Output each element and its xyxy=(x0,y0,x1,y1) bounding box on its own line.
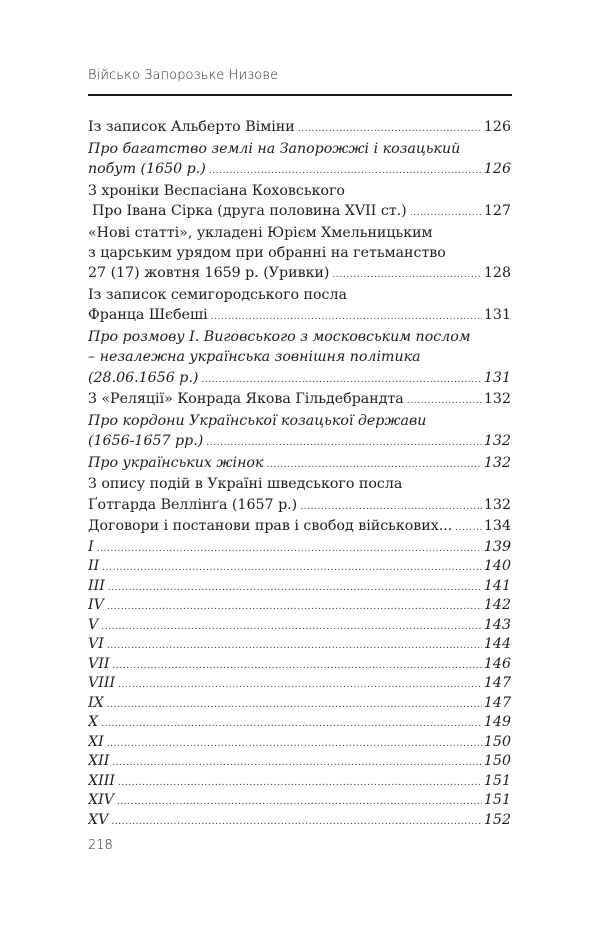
dot-leader xyxy=(101,618,482,636)
dot-leader xyxy=(300,497,482,515)
dot-leader xyxy=(118,774,482,792)
toc-entry[interactable] xyxy=(88,389,511,409)
toc-entry[interactable] xyxy=(88,616,511,636)
toc-entry[interactable] xyxy=(88,577,511,597)
toc-entry-title: Про українських жінок xyxy=(88,454,264,471)
toc-entry-title: «Нові статті», укладені Юрієм Хмельницьким xyxy=(88,224,433,241)
toc-entry-line xyxy=(88,389,511,409)
toc-entry-title: VI xyxy=(88,636,104,653)
toc-page-number: 141 xyxy=(483,577,511,594)
table-of-contents xyxy=(88,117,511,830)
toc-entry-title: Ґотгарда Веллінґа (1657 р.) xyxy=(88,496,298,513)
dot-leader xyxy=(209,161,482,179)
dot-leader xyxy=(211,307,482,325)
toc-page-number: 131 xyxy=(483,369,511,386)
toc-entry-title: З «Реляції» Конрада Якова Гільдебрандта xyxy=(88,391,404,408)
toc-entry[interactable] xyxy=(88,117,511,137)
toc-page-number: 150 xyxy=(483,733,511,750)
toc-entry[interactable] xyxy=(88,635,511,655)
toc-entry-line xyxy=(88,474,511,494)
toc-entry-title: Про багатство землі на Запорожжі і козацький xyxy=(88,140,461,157)
toc-page-number: 151 xyxy=(483,772,511,789)
toc-entry-title: 27 (17) жовтня 1659 р. (Уривки) xyxy=(88,265,330,282)
toc-entry-line xyxy=(88,516,511,536)
toc-entry[interactable] xyxy=(88,694,511,714)
toc-entry[interactable] xyxy=(88,674,511,694)
toc-page-number: 146 xyxy=(483,655,511,672)
dot-leader xyxy=(112,754,482,772)
dot-leader xyxy=(118,676,482,694)
toc-entry-title: II xyxy=(88,558,100,575)
toc-entry-title: X xyxy=(88,714,99,731)
toc-entry-line xyxy=(88,791,511,811)
toc-entry-line xyxy=(88,694,511,714)
toc-entry-title: XI xyxy=(88,733,104,750)
toc-page-number: 139 xyxy=(483,538,511,555)
dot-leader xyxy=(112,657,481,675)
toc-entry[interactable] xyxy=(88,139,511,180)
toc-entry-line xyxy=(88,495,511,515)
toc-page-number: 147 xyxy=(483,675,511,692)
toc-page-number: 132 xyxy=(483,433,511,450)
toc-page-number: 140 xyxy=(483,558,511,575)
toc-entry-line xyxy=(88,557,511,577)
toc-page-number: 132 xyxy=(483,391,511,408)
toc-entry[interactable] xyxy=(88,538,511,558)
toc-entry-title: з царським урядом при обранні на гетьманство xyxy=(88,244,446,261)
toc-entry-title: IV xyxy=(88,597,104,614)
toc-entry-title: Про кордони Української козацької держави xyxy=(88,412,427,429)
dot-leader xyxy=(206,433,482,451)
dot-leader xyxy=(108,579,482,597)
toc-entry[interactable] xyxy=(88,752,511,772)
toc-page-number: 126 xyxy=(483,119,511,135)
dot-leader xyxy=(332,265,481,283)
toc-entry-line xyxy=(88,243,511,263)
toc-page-number: 142 xyxy=(483,597,511,614)
toc-entry-title: Франца Шєбеші xyxy=(88,307,208,324)
toc-entry-title: VII xyxy=(88,655,110,672)
toc-entry-line xyxy=(88,117,511,137)
toc-page-number: 149 xyxy=(483,714,511,731)
toc-entry-line xyxy=(88,811,511,831)
dot-leader xyxy=(107,735,482,753)
toc-entry-title: Договори і постанови прав і свобод військових... xyxy=(88,518,453,535)
toc-entry-title: XV xyxy=(88,811,109,828)
header-rule xyxy=(88,94,512,96)
toc-page-number: 132 xyxy=(483,496,511,513)
toc-entry[interactable] xyxy=(88,772,511,792)
toc-entry[interactable] xyxy=(88,411,511,452)
toc-page-number: 147 xyxy=(483,694,511,711)
toc-entry-line xyxy=(88,772,511,792)
toc-entry-line xyxy=(88,139,511,159)
toc-entry-line xyxy=(88,752,511,772)
toc-entry[interactable] xyxy=(88,474,511,515)
toc-entry-line xyxy=(88,655,511,675)
toc-page-number: 152 xyxy=(483,811,511,828)
toc-entry-line xyxy=(88,431,511,451)
toc-entry-title: XIV xyxy=(88,792,114,809)
toc-entry[interactable] xyxy=(88,733,511,753)
toc-entry-title: (1656-1657 рр.) xyxy=(88,433,204,450)
dot-leader xyxy=(455,518,482,536)
toc-entry-title: побут (1650 р.) xyxy=(88,160,206,177)
dot-leader xyxy=(107,637,482,655)
dot-leader xyxy=(107,598,482,616)
toc-page-number: 134 xyxy=(483,518,511,535)
toc-page-number: 151 xyxy=(483,792,511,809)
toc-entry[interactable] xyxy=(88,811,511,831)
toc-entry[interactable] xyxy=(88,557,511,577)
toc-entry-line xyxy=(88,347,511,367)
toc-entry-line xyxy=(88,411,511,431)
toc-entry[interactable] xyxy=(88,285,511,326)
toc-entry-line xyxy=(88,159,511,179)
running-head: Військо Запорозьке Низове xyxy=(88,68,279,83)
toc-entry-line xyxy=(88,713,511,733)
dot-leader xyxy=(410,203,482,221)
dot-leader xyxy=(97,540,482,558)
toc-entry-line xyxy=(88,577,511,597)
toc-entry-line xyxy=(88,181,511,201)
toc-entry-title: – незалежна українська зовнішня політика xyxy=(88,349,421,366)
toc-entry[interactable] xyxy=(88,327,511,388)
toc-entry-title: VIII xyxy=(88,675,116,692)
toc-entry[interactable] xyxy=(88,181,511,222)
toc-entry[interactable] xyxy=(88,223,511,284)
dot-leader xyxy=(117,793,482,811)
toc-entry-title: (28.06.1656 р.) xyxy=(88,369,199,386)
toc-entry[interactable] xyxy=(88,596,511,616)
dot-leader xyxy=(101,715,482,733)
toc-entry-line xyxy=(88,538,511,558)
toc-entry-title: V xyxy=(88,616,99,633)
toc-entry-line xyxy=(88,263,511,283)
toc-entry-title: З хроніки Веспасіана Коховського xyxy=(88,182,345,199)
dot-leader xyxy=(266,455,481,473)
toc-entry-line xyxy=(88,368,511,388)
dot-leader xyxy=(102,559,482,577)
toc-entry-title: IX xyxy=(88,694,104,711)
toc-entry[interactable] xyxy=(88,516,511,536)
toc-entry-line xyxy=(88,674,511,694)
toc-entry-title: З опису подій в Україні шведського посла xyxy=(88,476,403,493)
toc-entry-line xyxy=(88,635,511,655)
toc-entry-title: I xyxy=(88,538,94,555)
toc-entry-line xyxy=(88,453,511,473)
toc-entry-title: Із записок Альберто Віміни xyxy=(88,119,295,135)
toc-entry-line xyxy=(88,596,511,616)
toc-entry-line xyxy=(88,201,511,221)
toc-page-number: 150 xyxy=(483,753,511,770)
toc-entry-title: Про Івана Сірка (друга половина XVII ст.) xyxy=(92,202,407,219)
toc-entry-title: XIII xyxy=(88,772,115,789)
toc-entry-line xyxy=(88,733,511,753)
dot-leader xyxy=(407,391,482,409)
dot-leader xyxy=(298,119,482,137)
toc-entry[interactable] xyxy=(88,655,511,675)
toc-entry-title: XII xyxy=(88,753,110,770)
toc-entry[interactable] xyxy=(88,791,511,811)
toc-entry-line xyxy=(88,616,511,636)
toc-page-number: 126 xyxy=(483,160,511,177)
toc-page-number: 144 xyxy=(483,636,511,653)
toc-page-number: 131 xyxy=(483,307,511,324)
toc-entry-title: Про розмову І. Виговського з московським послом xyxy=(88,328,471,345)
toc-entry-line xyxy=(88,327,511,347)
dot-leader xyxy=(107,696,482,714)
toc-page-number: 143 xyxy=(483,616,511,633)
toc-entry-line xyxy=(88,223,511,243)
toc-page-number: 127 xyxy=(483,202,511,219)
toc-entry-line xyxy=(88,285,511,305)
toc-entry-title: III xyxy=(88,577,105,594)
dot-leader xyxy=(201,370,482,388)
toc-entry-line xyxy=(88,305,511,325)
toc-page-number: 132 xyxy=(483,454,511,471)
toc-entry-title: Із записок семигородського посла xyxy=(88,286,347,303)
dot-leader xyxy=(111,813,482,831)
toc-entry[interactable] xyxy=(88,453,511,473)
page-number: 218 xyxy=(88,838,113,853)
toc-page-number: 128 xyxy=(483,265,511,282)
toc-entry[interactable] xyxy=(88,713,511,733)
